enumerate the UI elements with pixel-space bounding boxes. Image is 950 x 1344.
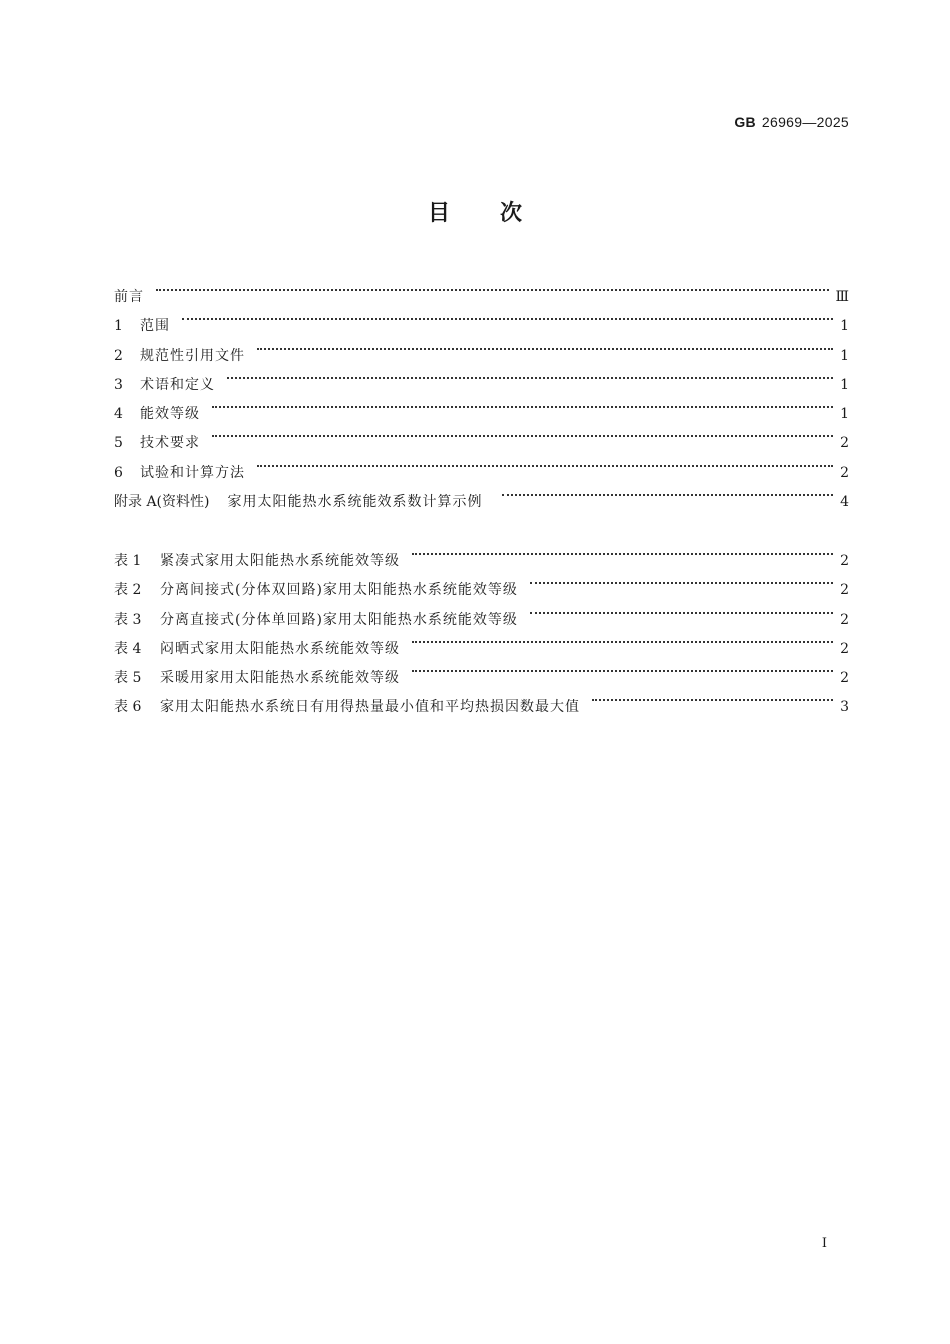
dot-leader	[530, 565, 833, 594]
dot-leader	[412, 536, 833, 565]
toc-tables-list	[114, 536, 849, 716]
toc-entry-label: 规范性引用文件	[140, 347, 245, 364]
dot-leader	[212, 389, 833, 418]
toc-entry-number: 1	[114, 318, 123, 335]
toc-entry-number: 3	[114, 376, 123, 393]
toc-entry-number: 表 5	[114, 670, 142, 687]
toc-entry-number: 表 2	[114, 582, 142, 599]
page-title: 目次	[427, 201, 572, 226]
toc-entry-page: 1	[840, 318, 849, 335]
toc-entry-number: 2	[114, 347, 123, 364]
toc-entry-page: 2	[840, 553, 849, 569]
toc-entry-label: 紧凑式家用太阳能热水系统能效等级	[160, 553, 400, 569]
toc-entry-number: 表 1	[114, 553, 142, 569]
toc-entry-page: 1	[840, 347, 849, 364]
dot-leader	[412, 624, 833, 653]
standard-prefix: GB	[734, 114, 756, 130]
dot-leader	[412, 653, 833, 682]
toc-entry-foreword[interactable]	[114, 272, 849, 305]
toc-entry-number: 表 4	[114, 640, 142, 657]
toc-entry-label: 闷晒式家用太阳能热水系统能效等级	[160, 640, 400, 657]
toc-entry-label: 试验和计算方法	[140, 464, 245, 481]
toc-entry-label: 前言	[114, 289, 144, 305]
toc-entry-label: 分离直接式(分体单回路)家用太阳能热水系统能效等级	[160, 611, 518, 628]
toc-entry-page: 2	[840, 640, 849, 657]
dot-leader	[156, 272, 829, 301]
toc-entry-page: 2	[840, 435, 849, 452]
toc-entry-label: 分离间接式(分体双回路)家用太阳能热水系统能效等级	[160, 582, 518, 599]
toc-entry-label: 范围	[140, 318, 170, 335]
toc-entry-label: 家用太阳能热水系统能效系数计算示例	[227, 494, 483, 511]
page-number: I	[821, 1236, 827, 1251]
toc-entry-test-methods[interactable]	[114, 448, 849, 481]
toc-entry-page: Ⅲ	[835, 289, 849, 305]
dot-leader	[212, 418, 833, 447]
toc-table-entry[interactable]	[114, 536, 849, 569]
toc-entry-number: 6	[114, 464, 123, 481]
toc-main-list	[114, 272, 849, 511]
toc-entry-page: 1	[840, 406, 849, 423]
toc-entry-label: 术语和定义	[140, 376, 215, 393]
dot-leader	[182, 301, 833, 330]
dot-leader	[502, 477, 833, 506]
toc-entry-label: 采暖用家用太阳能热水系统能效等级	[160, 670, 400, 687]
toc-entry-page: 2	[840, 670, 849, 687]
toc-entry-normative-references[interactable]	[114, 331, 849, 364]
standard-number: 26969—2025	[761, 114, 849, 130]
toc-entry-scope[interactable]	[114, 301, 849, 335]
toc-entry-label: 家用太阳能热水系统日有用得热量最小值和平均热损因数最大值	[160, 699, 580, 716]
standard-code	[734, 114, 849, 130]
dot-leader	[257, 448, 833, 477]
toc-entry-page: 2	[840, 464, 849, 481]
toc-entry-number: 附录 A(资料性)	[114, 494, 210, 511]
toc-entry-label: 能效等级	[140, 406, 200, 423]
toc-entry-number: 表 3	[114, 611, 142, 628]
dot-leader	[530, 595, 833, 624]
dot-leader	[257, 331, 833, 360]
toc-entry-technical-requirements[interactable]	[114, 418, 849, 452]
toc-entry-label: 技术要求	[140, 435, 200, 452]
toc-entry-number: 5	[114, 435, 123, 452]
toc-entry-page: 3	[840, 699, 849, 716]
dot-leader	[227, 360, 833, 389]
toc-entry-page: 2	[840, 582, 849, 599]
toc-entry-page: 2	[840, 611, 849, 628]
toc-entry-number: 表 6	[114, 699, 142, 716]
toc-entry-efficiency-grades[interactable]	[114, 389, 849, 423]
dot-leader	[592, 682, 833, 711]
toc-entry-number: 4	[114, 406, 123, 423]
toc-entry-page: 1	[840, 376, 849, 393]
toc-entry-page: 4	[840, 494, 849, 511]
